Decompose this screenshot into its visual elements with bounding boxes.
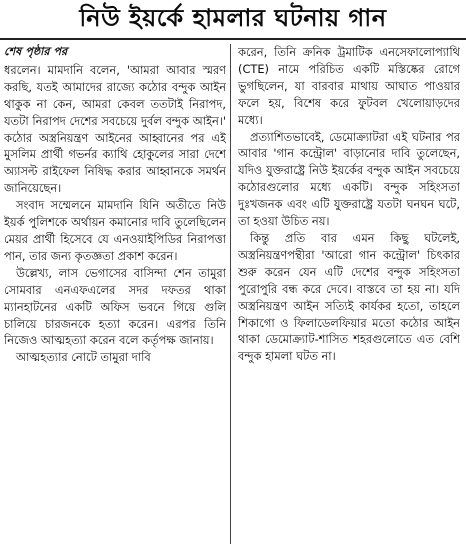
- article-paragraph: সংবাদ সম্মেলনে মামদানি যিনি অতীতে নিউ ইয়র্ক পুলিশকে অর্থায়ন কমানোর দাবি তুলেছিলেন মেয়র প্রার্থী হিসেবে যে এনওয়াইপিডির নিরাপত্তা পান, তার জন্য কৃতজ্ঞতা প্রকাশ করেন।: [4, 198, 226, 263]
- article-paragraph: প্রত্যাশিতভাবেই, ডেমোক্র্যাটরা এই ঘটনার পর আবার 'গান কন্ট্রোল' বাড়ানোর দাবি তুলেছেন, যদিও যুক্তরাষ্ট্রে নিউ ইয়র্কের বন্দুক আইন সবচেয়ে কঠোরগুলোর মধ্যে একটি। বন্দুক সহিংসতা দুঃখজনক এবং এটি যুক্তরাষ্ট্রে যতটা ঘনঘন ঘটে, তা হওয়া উচিত নয়।: [238, 129, 460, 229]
- headline-band: [0, 0, 466, 40]
- article-paragraph: উল্লেখ্য, লাস ভেগাসের বাসিন্দা শেন তামুরা সোমবার এনএফএলের সদর দফতর থাকা ম্যানহাটনের একটি অফিস ভবনে গিয়ে গুলি চালিয়ে চারজনকে হত্যা করেন। এরপর তিনি নিজেও আত্মহত্যা করেন বলে কর্তৃপক্ষ জানায়।: [4, 265, 226, 348]
- article-paragraph: আত্মহত্যার নোটে তামুরা দাবি: [16, 350, 151, 365]
- column-divider: [230, 44, 231, 544]
- article-paragraph: কিন্তু প্রতি বার এমন কিছু ঘটলেই, অস্ত্রনিয়ন্ত্রণপন্থীরা 'আরো গান কন্ট্রোল' চিৎকার শুরু করেন যেন এটি দেশের বন্দুক সহিংসতা পুরোপুরি বন্ধ করে দেবে। বাস্তবে তা হয় না। যদি অস্ত্রনিয়ন্ত্রণ আইন সত্যিই কার্যকর হতো, তাহলে শিকাগো ও ফিলাডেলফিয়ার মতো কঠোর আইন থাকা ডেমোক্র্যাট-শাসিত শহরগুলোতে এত বেশি বন্দুক হামলা ঘটত না।: [238, 230, 460, 364]
- article-paragraph: করেন, তিনি ক্রনিক ট্রমাটিক এনসেফালোপ্যাথি (CTE) নামে পরিচিত একটি মস্তিষ্কের রোগে ভুগছিলেন, যা বারবার মাথায় আঘাত পাওয়ার ফলে হয়, বিশেষ করে ফুটবল খেলোয়াড়দের মধ্যে।: [238, 45, 460, 127]
- left-column: [4, 44, 226, 548]
- right-column: [238, 44, 460, 548]
- headline: নিউ ইয়র্কে হামলার ঘটনায় গান: [79, 4, 387, 32]
- continued-from-label: শেষ পৃষ্ঠার পর: [4, 45, 68, 58]
- article-paragraph: ধরলেন। মামদানি বলেন, 'আমরা আবার স্মরণ করছি, যতই আমাদের রাজ্যে কঠোর বন্দুক আইন থাকুক না কেন, আমরা কেবল ততটাই নিরাপদ, যতটা নিরাপদ দেশের সবচেয়ে দুর্বল বন্দুক আইন।' কঠোর অস্ত্রনিয়ন্ত্রণ আইনের আহ্বানের পর এই মুসলিম প্রার্থী গভর্নর ক্যাথি হোকুলের সারা দেশে অ্যাসল্ট রাইফেল নিষিদ্ধ করার আহ্বানকে সমর্থন জানিয়েছেন।: [4, 62, 226, 196]
